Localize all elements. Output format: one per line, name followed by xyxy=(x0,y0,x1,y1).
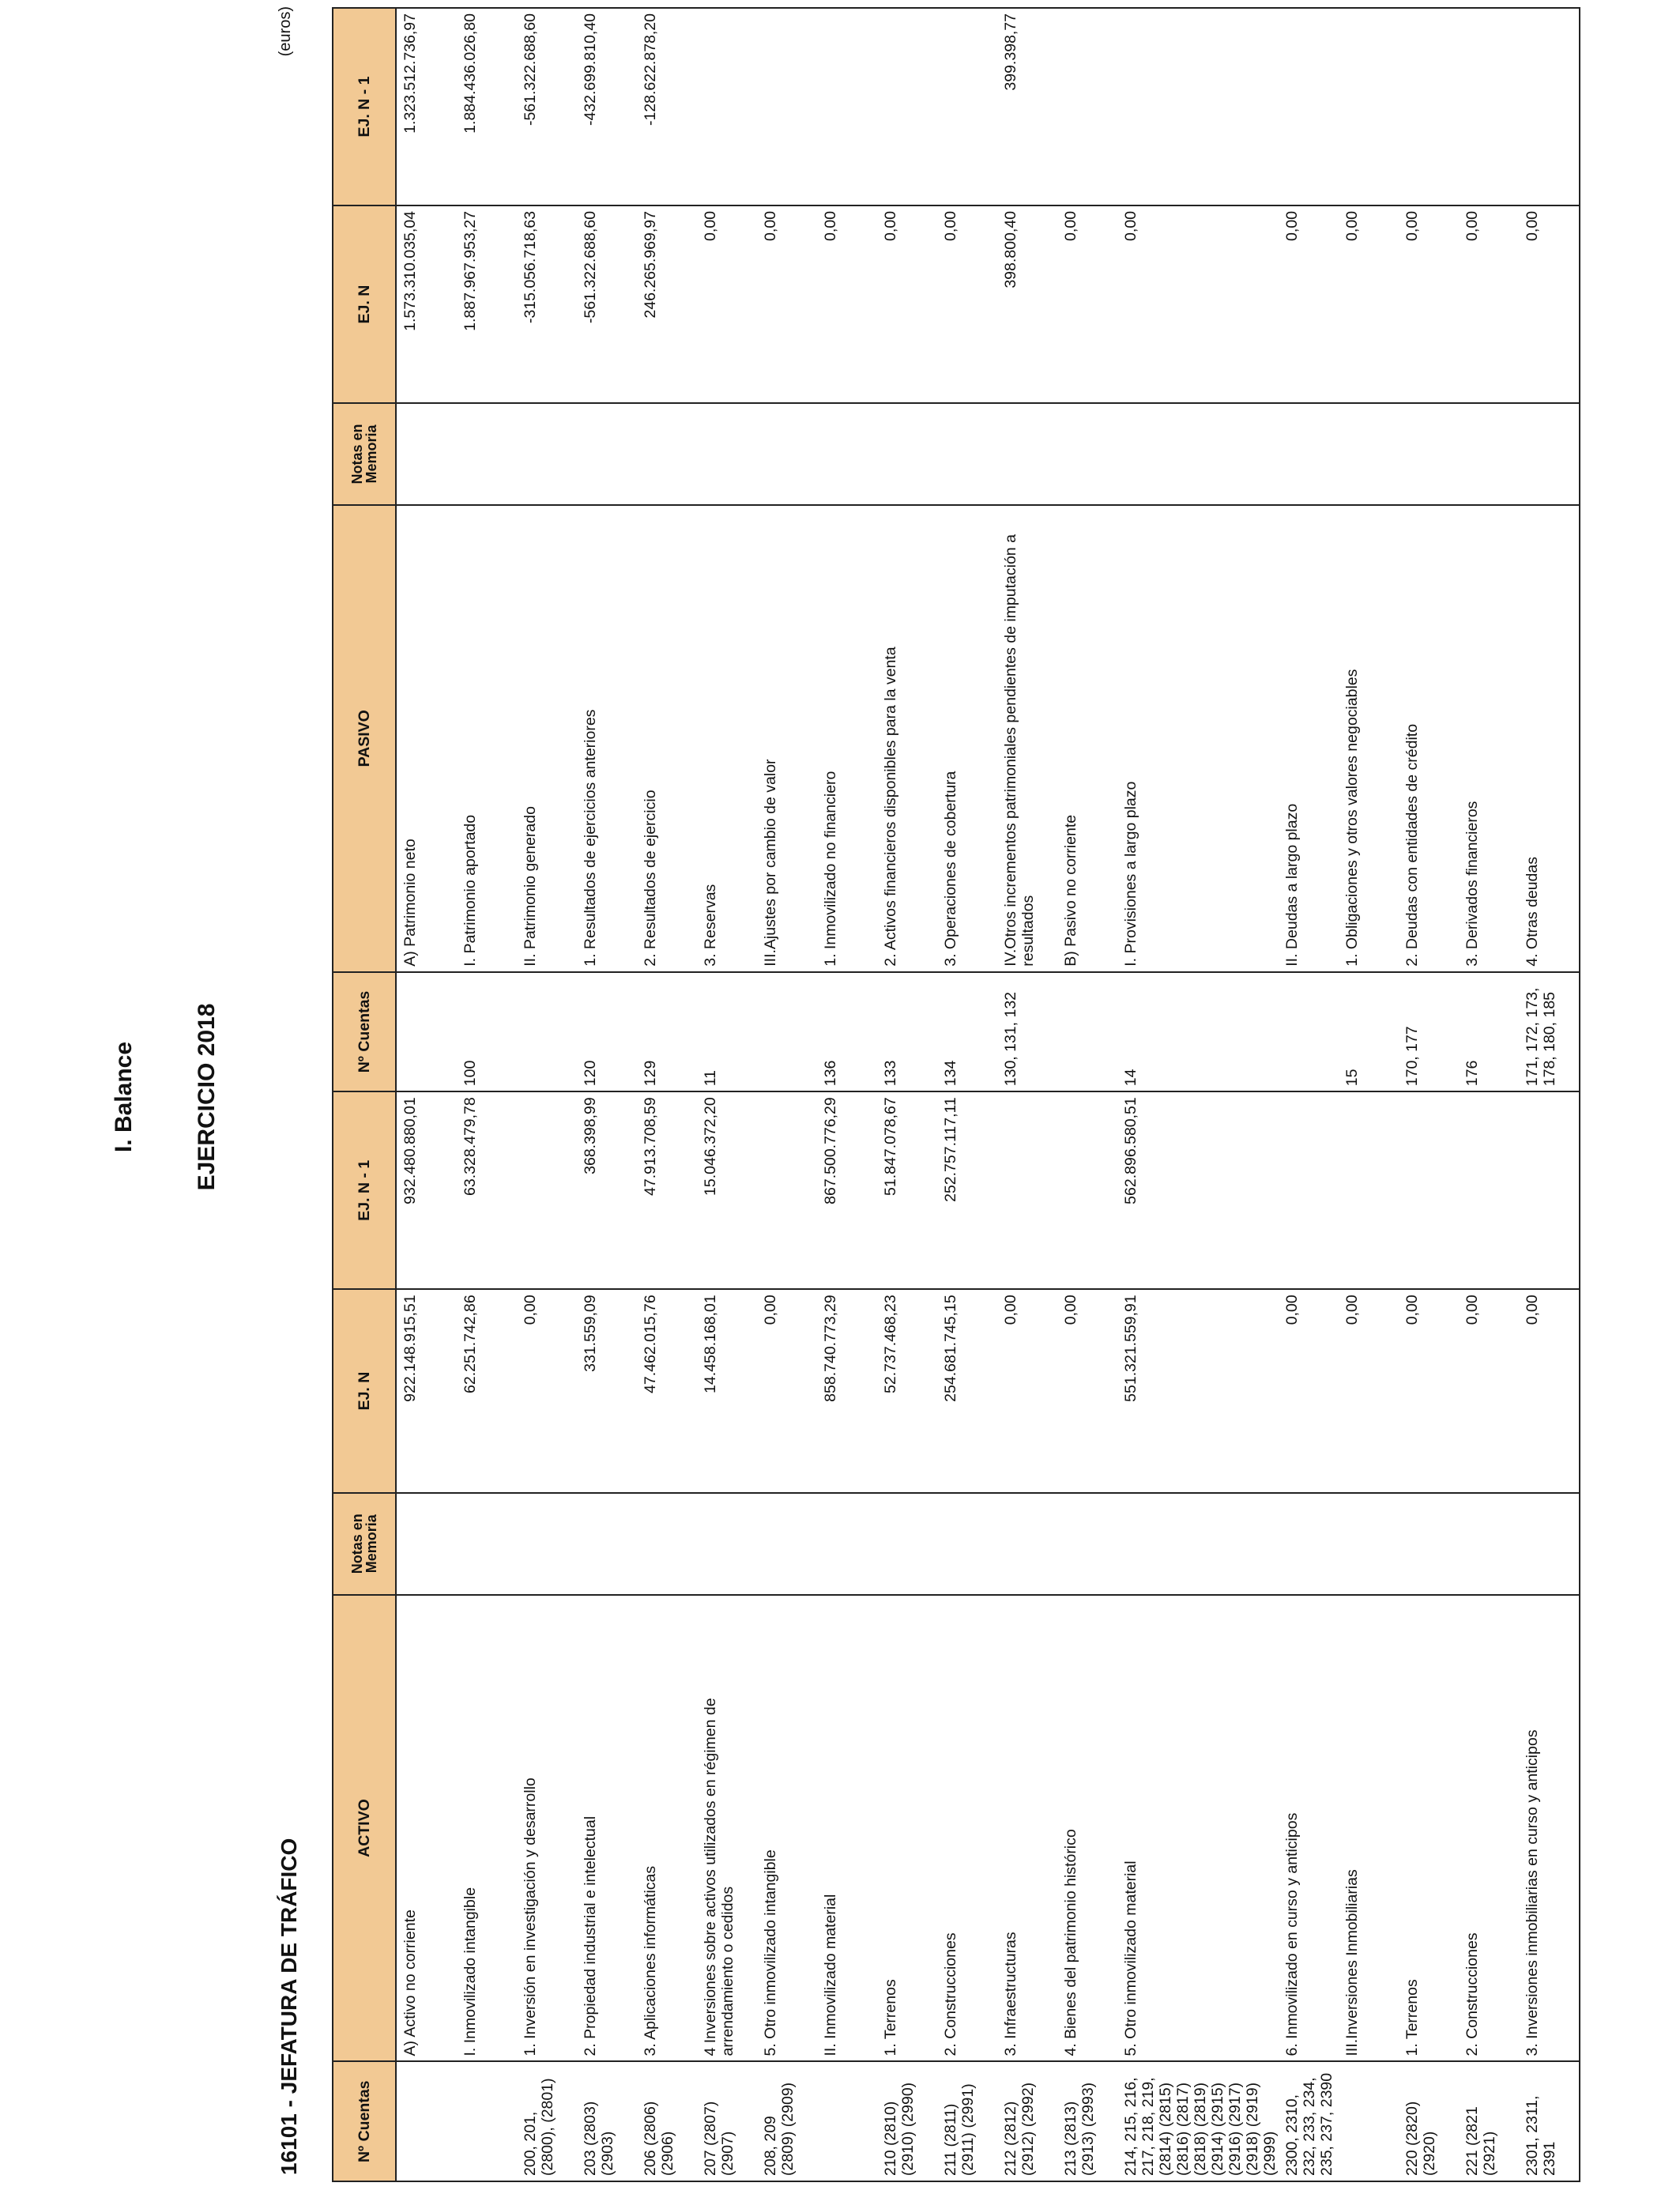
activo-label: I. Inmovilizado intangible xyxy=(457,1595,517,2062)
notes-pasivo xyxy=(937,403,997,505)
ej-n-pasivo-value: -561.322.688,60 xyxy=(577,205,637,403)
ej-n1-activo-value: 51.847.078,67 xyxy=(877,1091,937,1289)
notes-pasivo xyxy=(1279,403,1339,505)
notes-activo xyxy=(817,1493,877,1595)
account-codes-pasivo: 15 xyxy=(1339,972,1399,1092)
table-row xyxy=(757,8,817,2181)
notes-pasivo xyxy=(577,403,637,505)
ej-n-activo-value: 0,00 xyxy=(517,1289,577,1493)
notes-activo xyxy=(877,1493,937,1595)
pasivo-label: 1. Inmovilizado no financiero xyxy=(817,505,877,972)
account-codes-activo: 2300, 2310, 232, 233, 234, 235, 237, 2390 xyxy=(1279,2062,1339,2182)
ej-n1-pasivo-value xyxy=(1399,8,1459,205)
account-codes-activo: 207 (2807) (2907) xyxy=(697,2062,757,2182)
table-row xyxy=(1459,8,1519,2181)
ej-n1-activo-value: 368.398,99 xyxy=(577,1091,637,1289)
account-codes-pasivo: 130, 131, 132 xyxy=(997,972,1057,1092)
ej-n1-pasivo-value: -128.622.878,20 xyxy=(637,8,697,205)
ej-n1-activo-value: 15.046.372,20 xyxy=(697,1091,757,1289)
account-codes-pasivo xyxy=(517,972,577,1092)
notes-pasivo xyxy=(1519,403,1580,505)
account-codes-pasivo: 100 xyxy=(457,972,517,1092)
table-row xyxy=(817,8,877,2181)
ej-n1-pasivo-value: -432.699.810,40 xyxy=(577,8,637,205)
pasivo-label: I. Provisiones a largo plazo xyxy=(1117,505,1279,972)
account-codes-pasivo: 171, 172, 173, 178, 180, 185 xyxy=(1519,972,1580,1092)
account-codes-activo xyxy=(817,2062,877,2182)
account-codes-activo: 203 (2803) (2903) xyxy=(577,2062,637,2182)
ej-n-activo-value: 47.462.015,76 xyxy=(637,1289,697,1493)
account-codes-pasivo: 14 xyxy=(1117,972,1279,1092)
ej-n1-activo-value xyxy=(517,1091,577,1289)
notes-activo xyxy=(997,1493,1057,1595)
table-row xyxy=(937,8,997,2181)
notes-activo xyxy=(517,1493,577,1595)
table-row xyxy=(517,8,577,2181)
ej-n1-pasivo-value xyxy=(817,8,877,205)
activo-label: 3. Aplicaciones informáticas xyxy=(637,1595,697,2062)
table-row xyxy=(396,8,457,2181)
account-codes-pasivo: 120 xyxy=(577,972,637,1092)
ej-n1-pasivo-value xyxy=(1519,8,1580,205)
pasivo-label: 3. Operaciones de cobertura xyxy=(937,505,997,972)
ej-n-pasivo-value: 0,00 xyxy=(1459,205,1519,403)
ej-n-activo-value: 0,00 xyxy=(1057,1289,1117,1493)
notes-activo xyxy=(1057,1493,1117,1595)
pasivo-label: I. Patrimonio aportado xyxy=(457,505,517,972)
ej-n-activo-value: 0,00 xyxy=(1339,1289,1399,1493)
notes-pasivo xyxy=(1459,403,1519,505)
pasivo-label: 2. Activos financieros disponibles para la venta xyxy=(877,505,937,972)
ej-n1-activo-value xyxy=(757,1091,817,1289)
document-title: I. Balance xyxy=(111,1041,137,1153)
ej-n1-activo-value xyxy=(1459,1091,1519,1289)
ej-n-pasivo-value: 0,00 xyxy=(1117,205,1279,403)
notes-activo xyxy=(1339,1493,1399,1595)
ej-n-pasivo-value: 398.800,40 xyxy=(997,205,1057,403)
table-row xyxy=(1279,8,1339,2181)
ej-n1-activo-value: 252.757.117,11 xyxy=(937,1091,997,1289)
ej-n1-activo-value xyxy=(1519,1091,1580,1289)
ej-n-activo-value: 922.148.915,51 xyxy=(396,1289,457,1493)
ej-n-activo-value: 0,00 xyxy=(1399,1289,1459,1493)
account-codes-pasivo: 176 xyxy=(1459,972,1519,1092)
account-codes-activo xyxy=(396,2062,457,2182)
account-codes-pasivo: 129 xyxy=(637,972,697,1092)
ej-n1-activo-value xyxy=(1399,1091,1459,1289)
ej-n-pasivo-value: 1.573.310.035,04 xyxy=(396,205,457,403)
ej-n-pasivo-value: 0,00 xyxy=(697,205,757,403)
pasivo-label: 1. Resultados de ejercicios anteriores xyxy=(577,505,637,972)
activo-label: 5. Otro inmovilizado material xyxy=(1117,1595,1279,2062)
notes-pasivo xyxy=(1117,403,1279,505)
pasivo-label: 1. Obligaciones y otros valores negociables xyxy=(1339,505,1399,972)
account-codes-pasivo xyxy=(1279,972,1339,1092)
ej-n-pasivo-value: 0,00 xyxy=(757,205,817,403)
account-codes-pasivo: 133 xyxy=(877,972,937,1092)
activo-label: 2. Construcciones xyxy=(1459,1595,1519,2062)
col-header-notas-pasivo: Notas en Memoria xyxy=(333,403,396,505)
notes-activo xyxy=(577,1493,637,1595)
ej-n1-pasivo-value xyxy=(937,8,997,205)
notes-pasivo xyxy=(517,403,577,505)
notes-pasivo xyxy=(697,403,757,505)
ej-n-pasivo-value: 246.265.969,97 xyxy=(637,205,697,403)
ej-n1-pasivo-value: 1.323.512.736,97 xyxy=(396,8,457,205)
col-header-cuentas-pasivo: Nº Cuentas xyxy=(333,972,396,1092)
ej-n1-pasivo-value xyxy=(697,8,757,205)
ej-n-activo-value: 0,00 xyxy=(1519,1289,1580,1493)
notes-pasivo xyxy=(877,403,937,505)
ej-n1-pasivo-value xyxy=(1117,8,1279,205)
ej-n1-activo-value: 867.500.776,29 xyxy=(817,1091,877,1289)
ej-n1-pasivo-value xyxy=(1279,8,1339,205)
ej-n1-activo-value: 47.913.708,59 xyxy=(637,1091,697,1289)
ej-n1-activo-value xyxy=(997,1091,1057,1289)
activo-label: A) Activo no corriente xyxy=(396,1595,457,2062)
activo-label: 4 Inversiones sobre activos utilizados en régimen de arrendamiento o cedidos xyxy=(697,1595,757,2062)
account-codes-activo: 211 (2811) (2911) (2991) xyxy=(937,2062,997,2182)
notes-activo xyxy=(1117,1493,1279,1595)
account-codes-pasivo: 136 xyxy=(817,972,877,1092)
balance-table xyxy=(332,7,1580,2182)
account-codes-activo: 210 (2810) (2910) (2990) xyxy=(877,2062,937,2182)
pasivo-label: 2. Deudas con entidades de crédito xyxy=(1399,505,1459,972)
ej-n-activo-value: 254.681.745,15 xyxy=(937,1289,997,1493)
activo-label: II. Inmovilizado material xyxy=(817,1595,877,2062)
account-codes-activo: 212 (2812) (2912) (2992) xyxy=(997,2062,1057,2182)
account-codes-pasivo: 134 xyxy=(937,972,997,1092)
ej-n-pasivo-value: 0,00 xyxy=(1279,205,1339,403)
notes-activo xyxy=(637,1493,697,1595)
table-row xyxy=(697,8,757,2181)
activo-label: 3. Inversiones inmobiliarias en curso y anticipos xyxy=(1519,1595,1580,2062)
pasivo-label: B) Pasivo no corriente xyxy=(1057,505,1117,972)
activo-label: 1. Inversión en investigación y desarrollo xyxy=(517,1595,577,2062)
activo-label: 6. Inmovilizado en curso y anticipos xyxy=(1279,1595,1339,2062)
table-row xyxy=(1519,8,1580,2181)
notes-pasivo xyxy=(457,403,517,505)
ej-n-activo-value: 551.321.559,91 xyxy=(1117,1289,1279,1493)
notes-activo xyxy=(937,1493,997,1595)
pasivo-label: 3. Derivados financieros xyxy=(1459,505,1519,972)
fiscal-year-title: EJERCICIO 2018 xyxy=(194,1003,220,1191)
ej-n-pasivo-value: -315.056.718,63 xyxy=(517,205,577,403)
account-codes-activo: 2301, 2311, 2391 xyxy=(1519,2062,1580,2182)
pasivo-label: II. Deudas a largo plazo xyxy=(1279,505,1339,972)
activo-label: 2. Construcciones xyxy=(937,1595,997,2062)
notes-pasivo xyxy=(817,403,877,505)
account-codes-activo: 200, 201, (2800), (2801) xyxy=(517,2062,577,2182)
ej-n-pasivo-value: 0,00 xyxy=(1519,205,1580,403)
ej-n-activo-value: 331.559,09 xyxy=(577,1289,637,1493)
account-codes-activo: 213 (2813) (2913) (2993) xyxy=(1057,2062,1117,2182)
notes-pasivo xyxy=(1339,403,1399,505)
ej-n1-pasivo-value: 399.398,77 xyxy=(997,8,1057,205)
table-row xyxy=(637,8,697,2181)
activo-label: 1. Terrenos xyxy=(877,1595,937,2062)
ej-n-pasivo-value: 0,00 xyxy=(1399,205,1459,403)
notes-activo xyxy=(1519,1493,1580,1595)
activo-label: 1. Terrenos xyxy=(1399,1595,1459,2062)
notes-activo xyxy=(1459,1493,1519,1595)
activo-label: 5. Otro inmovilizado intangible xyxy=(757,1595,817,2062)
ej-n1-pasivo-value xyxy=(1057,8,1117,205)
pasivo-label: A) Patrimonio neto xyxy=(396,505,457,972)
ej-n-activo-value: 62.251.742,86 xyxy=(457,1289,517,1493)
notes-activo xyxy=(1279,1493,1339,1595)
account-codes-pasivo xyxy=(1057,972,1117,1092)
account-codes-activo: 214, 215, 216, 217, 218, 219, (2814) (2815) (2816) (2817) (2818) (2819) (2914) (2915) (2916) (2917) (2918) (2919) (2999) xyxy=(1117,2062,1279,2182)
notes-pasivo xyxy=(637,403,697,505)
entity-title: 16101 - JEFATURA DE TRÁFICO xyxy=(277,1838,301,2175)
account-codes-activo: 208, 209 (2809) (2909) xyxy=(757,2062,817,2182)
account-codes-pasivo xyxy=(757,972,817,1092)
ej-n-activo-value: 0,00 xyxy=(997,1289,1057,1493)
account-codes-activo: 220 (2820) (2920) xyxy=(1399,2062,1459,2182)
ej-n1-activo-value xyxy=(1279,1091,1339,1289)
ej-n1-activo-value: 932.480.880,01 xyxy=(396,1091,457,1289)
account-codes-activo xyxy=(1339,2062,1399,2182)
ej-n1-activo-value xyxy=(1339,1091,1399,1289)
col-header-notas-activo: Notas en Memoria xyxy=(333,1493,396,1595)
activo-label: 3. Infraestructuras xyxy=(997,1595,1057,2062)
ej-n1-activo-value xyxy=(1057,1091,1117,1289)
table-row xyxy=(877,8,937,2181)
ej-n-activo-value: 52.737.468,23 xyxy=(877,1289,937,1493)
pasivo-label: 4. Otras deudas xyxy=(1519,505,1580,972)
account-codes-pasivo: 170, 177 xyxy=(1399,972,1459,1092)
table-row xyxy=(457,8,517,2181)
col-header-ej-n1-activo: EJ. N - 1 xyxy=(333,1091,396,1289)
ej-n1-pasivo-value xyxy=(1459,8,1519,205)
ej-n-activo-value: 0,00 xyxy=(1279,1289,1339,1493)
col-header-ej-n1-pasivo: EJ. N - 1 xyxy=(333,8,396,205)
pasivo-label: III.Ajustes por cambio de valor xyxy=(757,505,817,972)
ej-n1-activo-value: 63.328.479,78 xyxy=(457,1091,517,1289)
notes-pasivo xyxy=(1399,403,1459,505)
notes-pasivo xyxy=(396,403,457,505)
notes-pasivo xyxy=(1057,403,1117,505)
pasivo-label: 2. Resultados de ejercicio xyxy=(637,505,697,972)
activo-label: 2. Propiedad industrial e intelectual xyxy=(577,1595,637,2062)
ej-n1-pasivo-value: 1.884.436.026,80 xyxy=(457,8,517,205)
col-header-pasivo: PASIVO xyxy=(333,505,396,972)
col-header-cuentas-activo: Nº Cuentas xyxy=(333,2062,396,2182)
account-codes-activo xyxy=(457,2062,517,2182)
account-codes-pasivo xyxy=(396,972,457,1092)
table-row xyxy=(1399,8,1459,2181)
table-row xyxy=(577,8,637,2181)
notes-pasivo xyxy=(757,403,817,505)
ej-n-pasivo-value: 0,00 xyxy=(1339,205,1399,403)
ej-n1-pasivo-value xyxy=(1339,8,1399,205)
ej-n-activo-value: 14.458.168,01 xyxy=(697,1289,757,1493)
table-row xyxy=(1057,8,1117,2181)
table-header-row xyxy=(333,8,396,2181)
col-header-ej-n-pasivo: EJ. N xyxy=(333,205,396,403)
col-header-ej-n-activo: EJ. N xyxy=(333,1289,396,1493)
currency-unit-label: (euros) xyxy=(277,6,294,57)
ej-n1-activo-value: 562.896.580,51 xyxy=(1117,1091,1279,1289)
ej-n1-pasivo-value xyxy=(757,8,817,205)
ej-n-activo-value: 0,00 xyxy=(757,1289,817,1493)
ej-n-pasivo-value: 1.887.967.953,27 xyxy=(457,205,517,403)
account-codes-activo: 206 (2806) (2906) xyxy=(637,2062,697,2182)
activo-label: III.Inversiones Inmobiliarias xyxy=(1339,1595,1399,2062)
account-codes-pasivo: 11 xyxy=(697,972,757,1092)
notes-activo xyxy=(396,1493,457,1595)
activo-label: 4. Bienes del patrimonio histórico xyxy=(1057,1595,1117,2062)
table-row xyxy=(1339,8,1399,2181)
ej-n-pasivo-value: 0,00 xyxy=(1057,205,1117,403)
ej-n-pasivo-value: 0,00 xyxy=(817,205,877,403)
pasivo-label: 3. Reservas xyxy=(697,505,757,972)
ej-n-pasivo-value: 0,00 xyxy=(937,205,997,403)
ej-n-pasivo-value: 0,00 xyxy=(877,205,937,403)
ej-n1-pasivo-value: -561.322.688,60 xyxy=(517,8,577,205)
notes-activo xyxy=(1399,1493,1459,1595)
ej-n-activo-value: 0,00 xyxy=(1459,1289,1519,1493)
ej-n1-pasivo-value xyxy=(877,8,937,205)
account-codes-activo: 221 (2821 (2921) xyxy=(1459,2062,1519,2182)
table-row xyxy=(1117,8,1279,2181)
ej-n-activo-value: 858.740.773,29 xyxy=(817,1289,877,1493)
pasivo-label: II. Patrimonio generado xyxy=(517,505,577,972)
col-header-activo: ACTIVO xyxy=(333,1595,396,2062)
notes-activo xyxy=(457,1493,517,1595)
notes-activo xyxy=(757,1493,817,1595)
notes-activo xyxy=(697,1493,757,1595)
pasivo-label: IV.Otros incrementos patrimoniales pendientes de imputación a resultados xyxy=(997,505,1057,972)
table-row xyxy=(997,8,1057,2181)
notes-pasivo xyxy=(997,403,1057,505)
